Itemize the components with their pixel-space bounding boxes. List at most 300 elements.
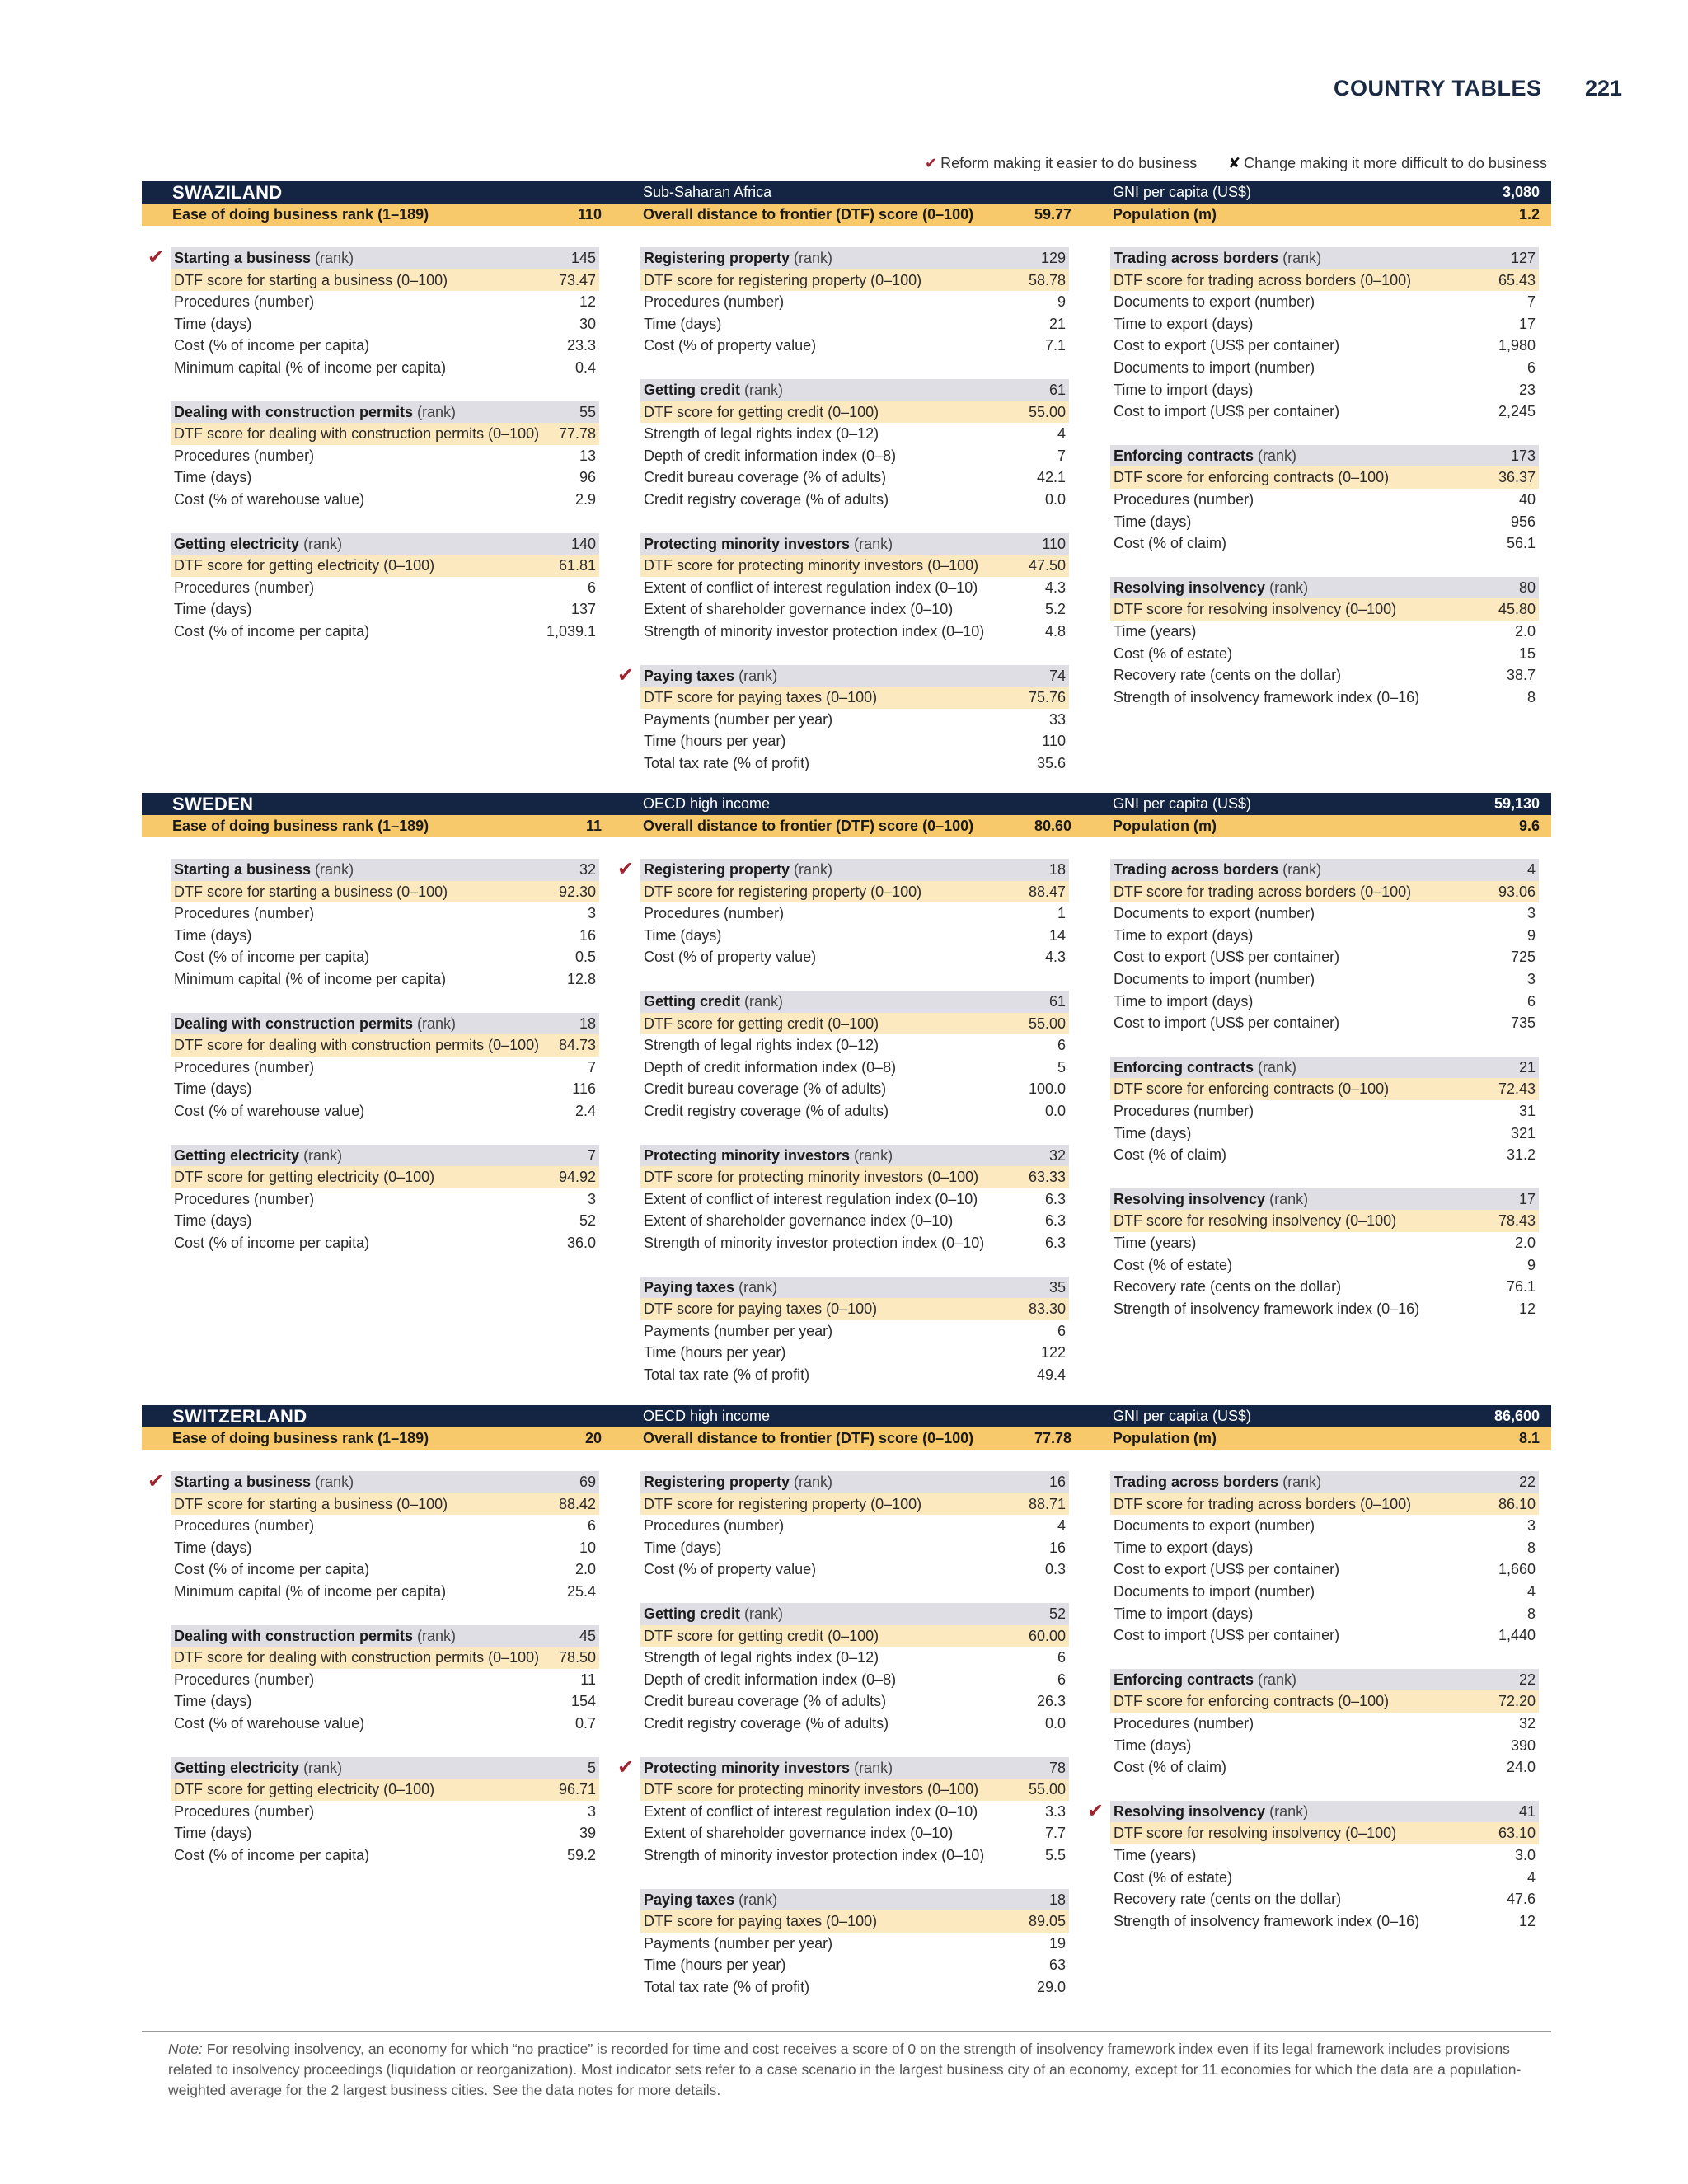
indicator-row: [1110, 357, 1539, 379]
indicator-name: Enforcing contracts: [1114, 1671, 1254, 1688]
indicator-row-label: Extent of conflict of interest regulation index (0–10): [644, 579, 978, 596]
population-value: 9.6: [1518, 818, 1540, 834]
dtf-score-row: [171, 1779, 599, 1801]
dtf-score-label: DTF score for enforcing contracts (0–100): [1114, 1080, 1390, 1098]
indicator-name: Protecting minority investors: [644, 1759, 851, 1776]
indicator-row: [1110, 511, 1539, 533]
dtf-score-value: 84.73: [558, 1037, 596, 1054]
indicator-row-label: Strength of insolvency framework index (0–16): [1114, 688, 1420, 705]
check-icon: ✔: [617, 858, 635, 880]
indicator-rank-row: [1087, 1799, 1539, 1823]
dtf-score-label: DTF score for getting electricity (0–100): [174, 557, 435, 574]
dtf-score-value: 63.10: [1498, 1825, 1536, 1842]
indicator-row-value: 7: [1526, 293, 1536, 311]
indicator-row-label: Total tax rate (% of profit): [644, 754, 810, 771]
indicator-name: Registering property: [644, 861, 790, 878]
note-text: For resolving insolvency, an economy for which “no practice” is recorded for time and cost receives a score of 0 on the strength of insolvency framework index even if its legal framework includes provisions related to insolvency proceedings (liquidation or reorganization). Most indicator sets refer to a case scenario in the largest business city of an economy, except for 11 economies for which the data are a population-weighted average for the 2 largest business cities. See the data notes for more details.: [168, 2041, 1522, 2098]
population-value: 1.2: [1518, 206, 1540, 223]
indicator-block: [1110, 1669, 1539, 1779]
indicator-title: [1114, 1188, 1308, 1211]
indicator-name: Registering property: [644, 250, 790, 266]
dtf-score-label: DTF score for dealing with construction permits (0–100): [174, 1649, 540, 1666]
indicator-row-label: Recovery rate (cents on the dollar): [1114, 1278, 1342, 1296]
indicator-row-value: 31.2: [1506, 1146, 1536, 1164]
indicator-block: [640, 1471, 1069, 1581]
dtf-overall-value: 80.60: [1034, 818, 1071, 834]
indicator-row: [171, 1558, 599, 1581]
indicator-row: [640, 1057, 1069, 1079]
dtf-score-label: DTF score for protecting minority investors (0–100): [644, 1781, 979, 1798]
indicator-row: [1110, 1713, 1539, 1735]
indicator-row: [171, 968, 599, 991]
indicator-row: [1110, 1012, 1539, 1034]
indicator-rank: 127: [1510, 250, 1536, 266]
indicator-row: [1110, 946, 1539, 968]
indicator-row: [1110, 687, 1539, 709]
indicator-block: [640, 1277, 1069, 1386]
indicator-row-value: 3.3: [1044, 1802, 1066, 1820]
indicator-title: [1114, 577, 1308, 599]
indicator-row: [171, 1100, 599, 1122]
rank-suffix: (rank): [417, 1015, 457, 1032]
indicator-block: [617, 858, 1069, 968]
dtf-overall-value: 59.77: [1034, 206, 1071, 223]
indicator-rank-row: [148, 1470, 599, 1493]
rank-suffix: (rank): [1258, 447, 1297, 464]
check-icon: ✔: [925, 155, 938, 171]
indicator-row-label: Cost (% of warehouse value): [174, 1102, 365, 1119]
indicator-block: [171, 401, 599, 511]
indicator-row: [1110, 1515, 1539, 1537]
indicator-block: [171, 859, 599, 991]
indicator-title: [174, 1757, 342, 1779]
indicator-row-label: Time (days): [1114, 1736, 1192, 1754]
ease-rank-value: 20: [584, 1430, 602, 1446]
indicator-rank-row: [171, 1145, 599, 1167]
indicator-name: Trading across borders: [1114, 861, 1279, 878]
indicator-rank-row: [1110, 577, 1539, 599]
indicator-row-value: 4.3: [1044, 949, 1066, 966]
indicator-row: [640, 423, 1069, 445]
indicator-row-label: Payments (number per year): [644, 1934, 833, 1952]
page-header: [1286, 76, 1632, 104]
indicator-title: [1114, 1057, 1296, 1079]
rank-suffix: (rank): [1258, 1058, 1297, 1076]
dtf-score-row: [640, 555, 1069, 577]
region: OECD high income: [643, 1408, 771, 1424]
indicator-row: [640, 1690, 1069, 1713]
indicator-row-value: 16: [579, 926, 596, 944]
indicator-row-label: Time (days): [644, 1539, 722, 1556]
indicator-row-label: Strength of insolvency framework index (0–16): [1114, 1912, 1420, 1929]
country-header: [142, 793, 1551, 839]
indicator-row-value: 16: [1048, 1539, 1066, 1556]
indicator-row: [1110, 1298, 1539, 1320]
indicator-row: [1110, 968, 1539, 991]
indicator-row-value: 6: [1057, 1037, 1066, 1054]
indicator-row: [640, 466, 1069, 489]
indicator-row: [171, 466, 599, 489]
indicator-row: [1110, 1888, 1539, 1910]
indicator-rank-row: [171, 1625, 599, 1647]
indicator-row-label: Credit bureau coverage (% of adults): [644, 1693, 887, 1710]
dtf-score-value: 63.33: [1028, 1169, 1066, 1186]
rank-suffix: (rank): [315, 1474, 354, 1490]
dtf-score-row: [640, 1779, 1069, 1801]
dtf-score-label: DTF score for paying taxes (0–100): [644, 689, 878, 706]
indicator-row-label: Procedures (number): [174, 579, 315, 596]
rank-suffix: (rank): [744, 992, 784, 1010]
indicator-row: [640, 335, 1069, 357]
indicator-row-value: 3: [1526, 905, 1536, 922]
indicator-row: [1110, 401, 1539, 423]
indicator-row-label: Credit bureau coverage (% of adults): [644, 469, 887, 486]
dtf-score-label: DTF score for getting electricity (0–100): [174, 1169, 435, 1186]
indicator-row-value: 0.7: [574, 1714, 596, 1732]
indicator-row-label: Payments (number per year): [644, 1322, 833, 1339]
indicator-row-label: Procedures (number): [174, 1190, 315, 1207]
indicator-row-value: 3: [1526, 970, 1536, 987]
indicator-rank-row: [617, 1755, 1069, 1779]
indicator-rank: 41: [1518, 1802, 1536, 1820]
indicator-row-label: Extent of shareholder governance index (0–10): [644, 1825, 954, 1842]
indicator-row-label: Time (hours per year): [644, 1344, 786, 1361]
indicator-row-value: 8: [1526, 1539, 1536, 1556]
indicator-row: [171, 1713, 599, 1735]
dtf-score-row: [171, 1493, 599, 1516]
indicator-row-label: Cost to export (US$ per container): [1114, 1561, 1340, 1578]
indicator-rank-row: [640, 991, 1069, 1013]
indicator-row: [171, 621, 599, 643]
dtf-score-label: DTF score for getting credit (0–100): [644, 1627, 879, 1644]
dtf-score-value: 65.43: [1498, 271, 1536, 288]
legend: [925, 155, 1551, 176]
indicator-row-value: 7: [587, 1058, 596, 1076]
indicator-row-label: Cost (% of warehouse value): [174, 490, 365, 508]
indicator-row-label: Procedures (number): [174, 1802, 315, 1820]
indicator-row-value: 9: [1526, 1256, 1536, 1273]
indicator-row-value: 32: [1518, 1714, 1536, 1732]
indicator-row-value: 5.5: [1044, 1846, 1066, 1863]
indicator-row: [640, 1364, 1069, 1386]
indicator-name: Paying taxes: [644, 1278, 735, 1296]
indicator-name: Resolving insolvency: [1114, 1802, 1266, 1820]
indicator-row: [1110, 1276, 1539, 1298]
indicator-row-value: 23.3: [566, 337, 596, 354]
indicator-row: [640, 1078, 1069, 1100]
indicator-row: [1110, 1844, 1539, 1867]
indicator-row: [640, 577, 1069, 599]
indicator-row-label: Procedures (number): [644, 1517, 785, 1535]
check-icon: ✔: [148, 1470, 165, 1493]
indicator-rank-row: [640, 1889, 1069, 1911]
indicator-block: [148, 1470, 599, 1603]
indicator-rank: 21: [1518, 1058, 1536, 1076]
indicator-row-value: 8: [1526, 688, 1536, 705]
dtf-score-value: 75.76: [1028, 689, 1066, 706]
indicator-row-value: 0.4: [574, 359, 596, 376]
indicator-block: [1087, 1799, 1539, 1933]
indicator-block: [617, 1755, 1069, 1867]
indicator-row-value: 12: [1518, 1912, 1536, 1929]
indicator-rank: 35: [1048, 1278, 1066, 1296]
indicator-row: [640, 1822, 1069, 1844]
indicator-row-label: Time (years): [1114, 622, 1197, 640]
indicator-row-label: Cost to import (US$ per container): [1114, 1015, 1340, 1032]
indicator-name: Registering property: [644, 1474, 790, 1490]
rank-suffix: (rank): [303, 1146, 343, 1164]
indicator-row-label: Time (years): [1114, 1234, 1197, 1251]
indicator-block: [1110, 445, 1539, 555]
indicator-name: Paying taxes: [644, 1891, 735, 1908]
indicator-row-value: 3: [1526, 1517, 1536, 1535]
indicator-title: [174, 247, 354, 269]
indicator-row: [1110, 902, 1539, 925]
indicator-row: [1110, 925, 1539, 947]
indicator-name: Resolving insolvency: [1114, 579, 1266, 596]
indicator-block: [171, 533, 599, 643]
indicator-row-value: 5: [1057, 1058, 1066, 1076]
indicator-row: [1110, 643, 1539, 665]
indicator-title: [174, 1145, 342, 1167]
indicator-row: [640, 313, 1069, 335]
indicator-row-value: 10: [579, 1539, 596, 1556]
indicator-block: [640, 379, 1069, 511]
indicator-row-value: 59.2: [566, 1846, 596, 1863]
indicator-title: [174, 401, 456, 424]
rank-suffix: (rank): [738, 667, 778, 684]
indicator-row-value: 4.3: [1044, 579, 1066, 596]
dtf-score-row: [640, 1298, 1069, 1320]
indicator-row-value: 3: [587, 1190, 596, 1207]
indicator-rank: 140: [570, 535, 596, 552]
indicator-title: [644, 1603, 783, 1625]
indicator-row-label: Time (days): [174, 1212, 252, 1230]
indicator-row-label: Time (days): [174, 469, 252, 486]
indicator-row-value: 19: [1048, 1934, 1066, 1952]
indicator-row: [171, 1690, 599, 1713]
indicator-row-label: Time to export (days): [1114, 926, 1254, 944]
indicator-row-label: Time (days): [174, 1693, 252, 1710]
indicator-row-label: Documents to import (number): [1114, 970, 1315, 987]
indicator-row-label: Extent of shareholder governance index (0–10): [644, 601, 954, 618]
indicator-row-value: 110: [1042, 733, 1066, 750]
indicator-name: Enforcing contracts: [1114, 1058, 1254, 1076]
indicator-row-value: 6: [1057, 1322, 1066, 1339]
indicator-column: [617, 1471, 1069, 2020]
indicator-row-value: 39: [579, 1825, 596, 1842]
indicator-row-value: 6: [587, 579, 596, 596]
indicator-rank: 5: [587, 1759, 596, 1776]
indicator-column: [171, 859, 599, 1277]
dtf-score-row: [640, 401, 1069, 424]
rank-suffix: (rank): [738, 1891, 778, 1908]
indicator-row-value: 17: [1518, 315, 1536, 332]
indicator-row-label: Cost (% of income per capita): [174, 622, 370, 640]
indicator-row-value: 13: [579, 447, 596, 464]
indicator-rank-row: [1110, 247, 1539, 269]
dtf-score-label: DTF score for dealing with construction permits (0–100): [174, 1037, 540, 1054]
indicator-name: Getting electricity: [174, 535, 300, 552]
indicator-row-label: Strength of minority investor protection index (0–10): [644, 1846, 985, 1863]
indicator-row-label: Time (years): [1114, 1846, 1197, 1863]
dtf-score-row: [1110, 1210, 1539, 1232]
indicator-row: [171, 1188, 599, 1211]
indicator-name: Enforcing contracts: [1114, 447, 1254, 464]
indicator-row: [1110, 335, 1539, 357]
indicator-rank-row: [640, 1471, 1069, 1493]
indicator-rank: 69: [579, 1474, 596, 1490]
indicator-row: [640, 1100, 1069, 1122]
indicator-row-value: 6: [1057, 1649, 1066, 1666]
indicator-rank-row: [1110, 859, 1539, 881]
indicator-block: [148, 246, 599, 379]
indicator-name: Getting credit: [644, 992, 741, 1010]
indicator-row: [171, 1210, 599, 1232]
gni-label: GNI per capita (US$): [1113, 184, 1252, 200]
country-name: SWAZILAND: [172, 182, 283, 203]
indicator-row: [171, 489, 599, 511]
dtf-overall-label: Overall distance to frontier (DTF) score (0–100): [643, 818, 974, 834]
indicator-row: [640, 1669, 1069, 1691]
indicator-row-value: 11: [580, 1671, 596, 1688]
indicator-rank-row: [640, 1603, 1069, 1625]
indicator-row: [1110, 991, 1539, 1013]
indicator-rank-row: [171, 859, 599, 881]
indicator-rank: 4: [1526, 861, 1536, 878]
indicator-rank: 129: [1040, 250, 1066, 266]
indicator-title: [644, 1145, 893, 1167]
dtf-score-value: 73.47: [558, 271, 596, 288]
indicator-row: [171, 313, 599, 335]
indicator-row: [640, 1515, 1069, 1537]
indicator-row: [1110, 1735, 1539, 1757]
indicator-title: [644, 379, 783, 401]
indicator-title: [174, 859, 354, 881]
region: Sub-Saharan Africa: [643, 184, 772, 200]
indicator-rank: 32: [579, 861, 596, 878]
indicator-row: [1110, 1603, 1539, 1625]
rank-suffix: (rank): [854, 535, 893, 552]
indicator-row-value: 7: [1057, 447, 1066, 464]
dtf-score-row: [640, 1166, 1069, 1188]
indicator-row-value: 21: [1048, 315, 1066, 332]
indicator-row: [1110, 379, 1539, 401]
indicator-row-value: 116: [572, 1080, 596, 1098]
indicator-row: [171, 357, 599, 379]
population-label: Population (m): [1113, 206, 1217, 223]
indicator-rank: 16: [1048, 1474, 1066, 1490]
indicator-row-label: Cost (% of claim): [1114, 535, 1227, 552]
indicator-rank-row: [171, 533, 599, 555]
indicator-row-label: Extent of shareholder governance index (0–10): [644, 1212, 954, 1230]
indicator-row-label: Procedures (number): [174, 447, 315, 464]
indicator-rank-row: [640, 379, 1069, 401]
indicator-title: [1114, 1471, 1321, 1493]
note-divider: [142, 2031, 1551, 2032]
dtf-score-label: DTF score for resolving insolvency (0–100): [1114, 601, 1397, 618]
indicator-column: [1110, 859, 1539, 1342]
indicator-row-value: 49.4: [1036, 1366, 1066, 1383]
indicator-row-value: 137: [570, 601, 596, 618]
indicator-row-label: Cost (% of claim): [1114, 1759, 1227, 1776]
indicator-row: [171, 291, 599, 313]
indicator-row: [640, 902, 1069, 925]
indicator-rank: 18: [579, 1015, 596, 1032]
indicator-row-label: Cost (% of property value): [644, 337, 817, 354]
indicator-row-label: Cost (% of income per capita): [174, 337, 370, 354]
indicator-row-value: 100.0: [1028, 1080, 1066, 1098]
indicator-rank-row: [1110, 1188, 1539, 1211]
rank-suffix: (rank): [417, 1627, 457, 1644]
indicator-title: [644, 533, 893, 555]
indicator-row: [171, 902, 599, 925]
indicator-row-value: 6: [1526, 359, 1536, 376]
indicator-row-label: Cost (% of estate): [1114, 1256, 1233, 1273]
indicator-rank: 52: [1048, 1605, 1066, 1622]
indicator-row-value: 7.1: [1044, 337, 1066, 354]
rank-suffix: (rank): [794, 250, 833, 266]
indicator-row-value: 725: [1510, 949, 1536, 966]
dtf-score-row: [640, 687, 1069, 709]
dtf-score-value: 83.30: [1028, 1301, 1066, 1318]
indicator-row: [1110, 1144, 1539, 1166]
indicator-name: Protecting minority investors: [644, 1146, 851, 1164]
dtf-overall-label: Overall distance to frontier (DTF) score (0–100): [643, 1430, 974, 1446]
dtf-score-row: [171, 1647, 599, 1669]
dtf-score-value: 61.81: [558, 557, 596, 574]
indicator-row-label: Procedures (number): [1114, 1102, 1254, 1119]
indicator-row-value: 29.0: [1036, 1978, 1066, 1995]
indicator-row-value: 31: [1518, 1102, 1536, 1119]
indicator-row-value: 122: [1040, 1344, 1066, 1361]
dtf-score-value: 45.80: [1498, 601, 1536, 618]
indicator-row-label: Strength of minority investor protection index (0–10): [644, 622, 985, 640]
indicator-rank-row: [1110, 1471, 1539, 1493]
gni-label: GNI per capita (US$): [1113, 795, 1252, 812]
indicator-row-label: Time to export (days): [1114, 315, 1254, 332]
indicator-row: [1110, 1867, 1539, 1889]
indicator-row-label: Minimum capital (% of income per capita): [174, 970, 447, 987]
dtf-score-row: [171, 1166, 599, 1188]
indicator-rank: 32: [1048, 1146, 1066, 1164]
indicator-row: [640, 1188, 1069, 1211]
indicator-row-label: Procedures (number): [1114, 1714, 1254, 1732]
country-header-bar: [142, 793, 1551, 815]
indicator-row: [640, 598, 1069, 621]
dtf-score-row: [640, 1013, 1069, 1035]
indicator-title: [644, 1889, 777, 1911]
indicator-row: [171, 1844, 599, 1867]
indicator-row-label: Recovery rate (cents on the dollar): [1114, 1891, 1342, 1908]
dtf-score-label: DTF score for registering property (0–100): [644, 271, 922, 288]
dtf-score-value: 88.71: [1028, 1495, 1066, 1512]
indicator-row-label: Cost (% of property value): [644, 1561, 817, 1578]
indicator-row-value: 2.0: [574, 1561, 596, 1578]
indicator-row-label: Payments (number per year): [644, 710, 833, 728]
indicator-row: [171, 1801, 599, 1823]
indicator-row: [171, 1581, 599, 1603]
indicator-rank: 78: [1048, 1759, 1066, 1776]
indicator-row: [640, 1713, 1069, 1735]
indicator-row-value: 38.7: [1506, 667, 1536, 684]
indicator-rank-row: [640, 1277, 1069, 1299]
indicator-row-value: 63: [1048, 1957, 1066, 1974]
indicator-rank-row: [148, 246, 599, 269]
indicator-row: [171, 577, 599, 599]
indicator-row-label: Credit registry coverage (% of adults): [644, 490, 889, 508]
indicator-row-label: Recovery rate (cents on the dollar): [1114, 667, 1342, 684]
